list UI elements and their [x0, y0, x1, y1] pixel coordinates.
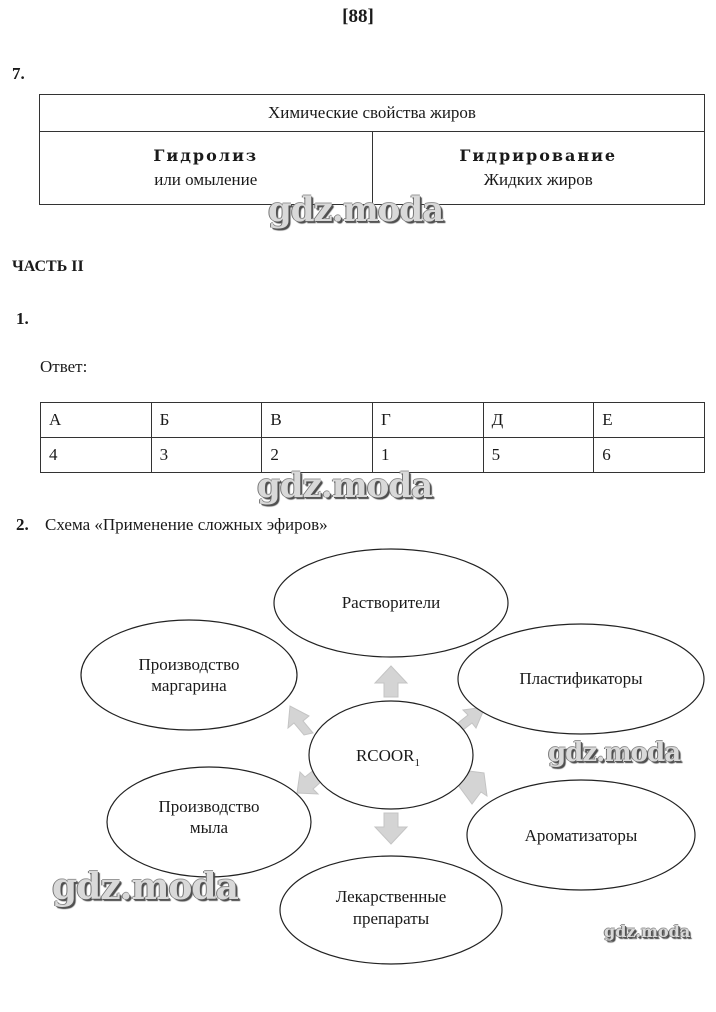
arrow-up-icon — [375, 666, 407, 697]
answer-letter: Д — [483, 403, 594, 438]
answer-letters-row — [41, 403, 705, 438]
fats-table-title: Химические свойства жиров — [40, 95, 705, 132]
hydrolysis-header — [40, 132, 373, 169]
hydrogenation-header — [372, 132, 705, 169]
answer-table — [40, 402, 705, 473]
arrow-down-icon — [375, 813, 407, 844]
answer-digit: 6 — [594, 438, 705, 473]
hydrogenation-value: Жидких жиров — [372, 168, 705, 205]
hydrolysis-header-text: Гидролиз — [153, 146, 259, 165]
answer-digit: 2 — [262, 438, 373, 473]
node-plasticizers-label: Пластификаторы — [519, 669, 643, 688]
answer-label: Ответ: — [40, 357, 88, 376]
center-formula-sub: 1 — [414, 757, 421, 769]
answer-digit: 3 — [151, 438, 262, 473]
task2-title: Схема «Применение сложных эфиров» — [45, 515, 328, 534]
task1-number: 1. — [16, 309, 29, 328]
page-number: [88] — [342, 6, 374, 27]
hydrogenation-header-text: Гидрирование — [459, 146, 618, 165]
answer-digit: 4 — [41, 438, 152, 473]
part2-label: ЧАСТЬ II — [12, 258, 84, 275]
watermark-1: gdz.moda — [268, 190, 444, 230]
watermark-3: gdz.moda — [548, 738, 681, 768]
watermark-2: gdz.moda — [257, 466, 433, 506]
answer-digit: 1 — [372, 438, 483, 473]
node-margarine-label-1: Производство — [138, 655, 240, 674]
node-margarine-label-2: маргарина — [151, 676, 227, 695]
answer-letter: Е — [594, 403, 705, 438]
node-medicines-label-1: Лекарственные — [335, 887, 447, 906]
fats-properties-table — [39, 94, 705, 205]
answer-letter: Г — [372, 403, 483, 438]
answer-digit: 5 — [483, 438, 594, 473]
watermark-4: gdz.moda — [52, 866, 238, 908]
task2-number: 2. — [16, 515, 29, 534]
hydrolysis-value: или омыление — [40, 168, 373, 205]
center-formula-main: RCOOR — [355, 746, 415, 765]
node-flavors-label: Ароматизаторы — [524, 826, 638, 845]
node-soap-label-1: Производство — [158, 797, 260, 816]
node-solvents-label: Растворители — [341, 593, 441, 612]
watermark-5: gdz.moda — [604, 922, 691, 941]
node-medicines-label-2: препараты — [352, 909, 430, 928]
task7-number: 7. — [12, 64, 25, 83]
answer-letter: А — [41, 403, 152, 438]
arrow-upper-left-icon — [288, 706, 313, 735]
node-margarine — [81, 620, 297, 730]
node-soap-label-2: мыла — [189, 818, 229, 837]
answer-letter: В — [262, 403, 373, 438]
answer-letter: Б — [151, 403, 262, 438]
